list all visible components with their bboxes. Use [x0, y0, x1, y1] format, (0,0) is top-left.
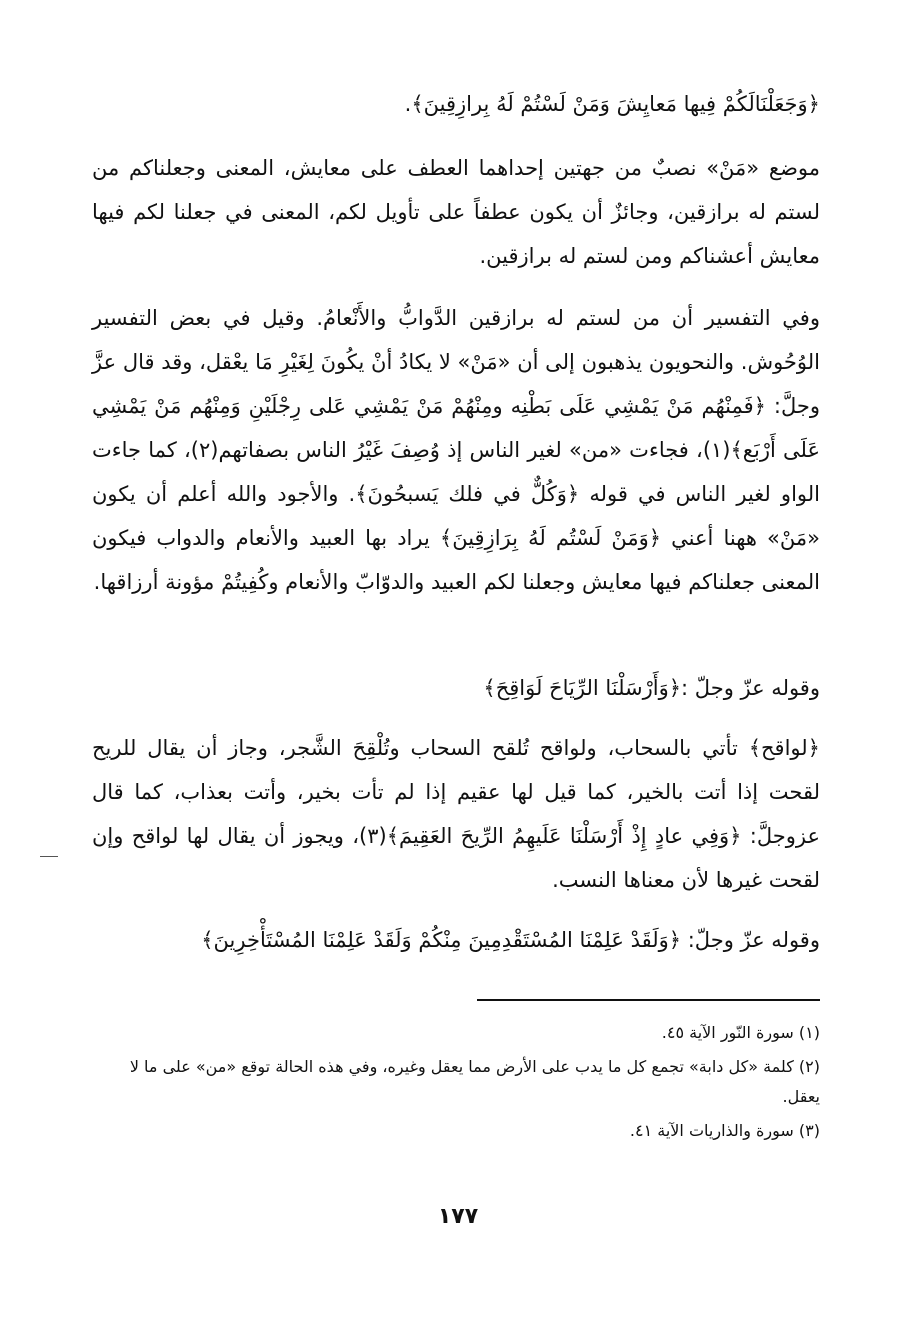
footnote-divider: [477, 999, 820, 1001]
verse-line: ﴿وَجَعَلْنَالَكُمْ فِيها مَعايِشَ وَمَنْ لَسْتُمْ لَهُ بِرازِقِينَ﴾.: [404, 92, 820, 116]
paragraph-man-position: موضع «مَنْ» نصبٌ من جهتين إحداهما العطف على معايش، المعنى وجعلناكم من لستم له برازقين، وجائزٌ أن يكون عطفاً على تأويل لكم، المعنى في جعلنا لكم فيها معايش أعشناكم ومن لستم له برازقين.: [92, 156, 820, 268]
footnotes-list: [92, 1018, 820, 1150]
paragraph-riyah-verse: وقوله عزّ وجلّ :﴿وَأَرْسَلْنَا الرِّيَاحَ لَوَاقِحَ﴾: [483, 676, 820, 700]
footnote-1: (١) سورة النّور الآية ٤٥.: [661, 1023, 820, 1042]
paragraph-mustaqdimin-verse: وقوله عزّ وجلّ: ﴿وَلَقَدْ عَلِمْنَا المُسْتَقْدِمِينَ مِنْكُمْ وَلَقَدْ عَلِمْنَا المُسْتَأْخِرِينَ﴾: [201, 928, 820, 952]
paragraph-lawaqih: ﴿لواقح﴾ تأتي بالسحاب، ولواقح تُلقح السحاب وتُلْقِحَ الشَّجر، وجاز أن يقال للريح لقحت إذا أتت بالخير، كما قيل لها عقيم إذا لم تأت بخير، وأتت بعذاب، كما قال عزوجلَّ: ﴿وَفِي عادٍ إِذْ أَرْسَلْنَا عَلَيهِمُ الرِّيحَ العَقِيمَ﴾(٣)، ويجوز أن يقال لها لواقح وإن لقحت غيرها لأن معناها النسب.: [92, 736, 821, 892]
footnote-3: (٣) سورة والذاريات الآية ٤١.: [629, 1121, 820, 1140]
paragraph-tafsir: وفي التفسير أن من لستم له برازقين الدَّوابُّ والأَنْعامُ. وقيل في بعض التفسير الوُحُوش. والنحويون يذهبون إلى أن «مَنْ» لا يكادُ أنْ يكُونَ لِغَيْرِ مَا يعْقل، وقد قال عزَّ وجلَّ: ﴿فَمِنْهُم مَنْ يَمْشِي عَلَى بَطْنِه ومِنْهُمْ مَنْ يَمْشِي عَلى رِجْلَيْنِ وَمِنْهُم مَنْ يَمْشِي عَلَى أَرْبَع﴾(١)، فجاءت «من» لغير الناس إذ وُصِفَ غَيْرُ الناس بصفاتهم(٢)، كما جاءت الواو لغير الناس في قوله ﴿وَكُلٌّ في فلك يَسبحُونَ﴾. والأجود والله أعلم أن يكون «مَنْ» ههنا أعني ﴿وَمَنْ لَسْتُم لَهُ بِرَازِقِينَ﴾ يراد بها العبيد والأنعام والدواب فيكون المعنى جعلناكم فيها معايش وجعلنا لكم العبيد والدوّابّ والأنعام وكُفِيتُمْ مؤونة أرزاقها.: [92, 306, 820, 594]
footnote-2: (٢) كلمة «كل دابة» تجمع كل ما يدب على الأرض مما يعقل وغيره، وفي هذه الحالة توقع «من» على ما لا يعقل.: [129, 1057, 820, 1106]
page-number: ١٧٧: [437, 1204, 479, 1229]
margin-mark: [40, 856, 58, 857]
